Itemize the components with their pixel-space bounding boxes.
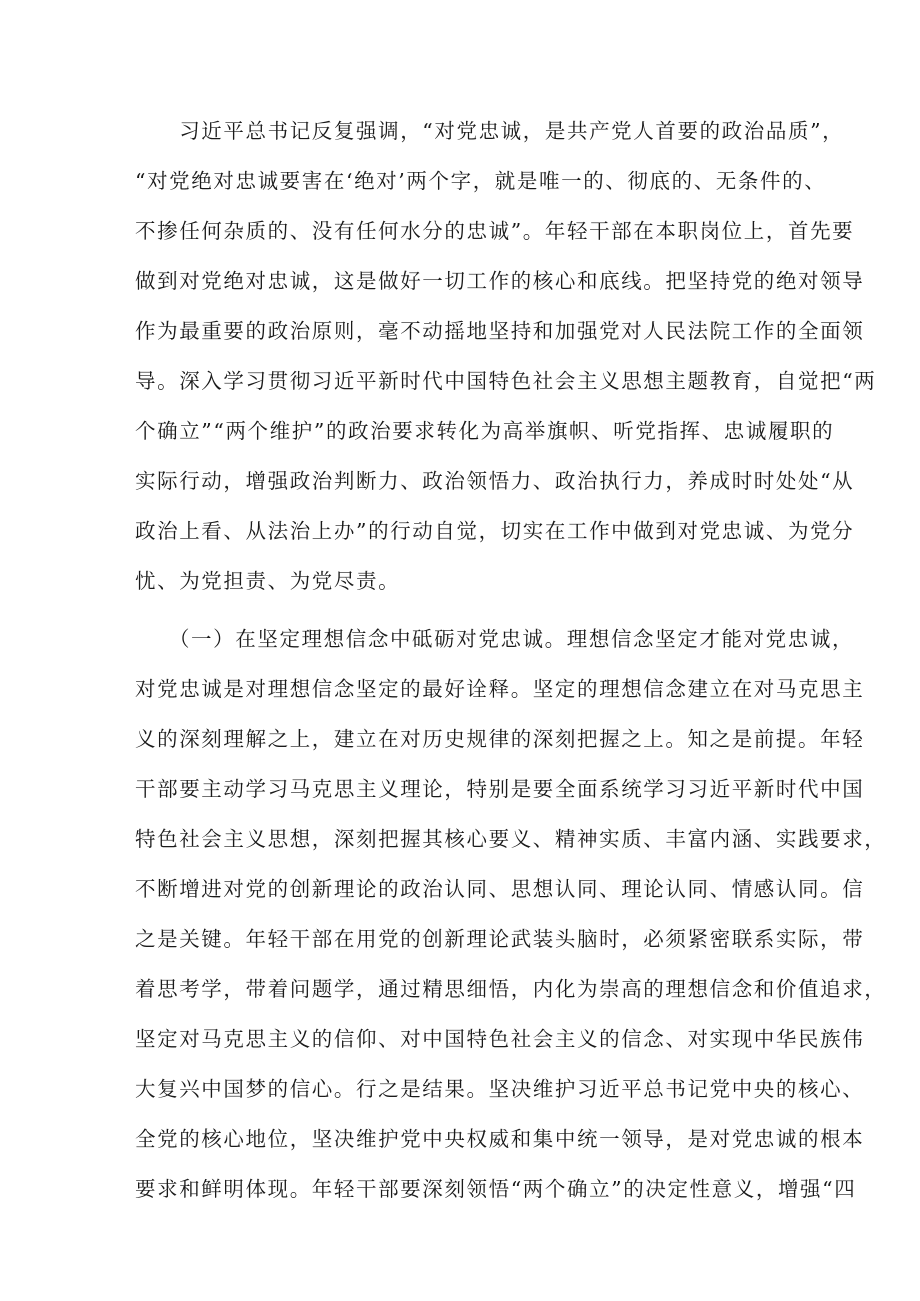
text-line: 对党忠诚是对理想信念坚定的最好诠释。坚定的理想信念建立在对马克思主: [135, 677, 865, 701]
text-line: 坚定对马克思主义的信仰、对中国特色社会主义的信念、对实现中华民族伟: [135, 1027, 865, 1051]
text-line: “对党绝对忠诚要害在‘绝对’两个字，就是唯一的、彻底的、无条件的、: [135, 169, 827, 193]
text-line: 全党的核心地位，坚决维护党中央权威和集中统一领导，是对党忠诚的根本: [135, 1127, 865, 1151]
text-line: 不掺任何杂质的、没有任何水分的忠诚”。年轻干部在本职岗位上，首先要: [135, 219, 855, 243]
text-line: 习近平总书记反复强调，“对党忠诚，是共产党人首要的政治品质”，: [135, 119, 845, 143]
text-line: 着思考学，带着问题学，通过精思细悟，内化为崇高的理想信念和价值追求，: [135, 977, 887, 1001]
text-line: 忧、为党担责、为党尽责。: [135, 569, 401, 593]
text-line: 义的深刻理解之上，建立在对历史规律的深刻把握之上。知之是前提。年轻: [135, 727, 865, 751]
text-line: 做到对党绝对忠诚，这是做好一切工作的核心和底线。把坚持党的绝对领导: [135, 269, 865, 293]
text-line: 作为最重要的政治原则，毫不动摇地坚持和加强党对人民法院工作的全面领: [135, 319, 865, 343]
text-line: 个确立”“两个维护”的政治要求转化为高举旗帜、听党指挥、忠诚履职的: [135, 419, 835, 443]
text-line: 导。深入学习贯彻习近平新时代中国特色社会主义思想主题教育，自觉把“两: [135, 369, 877, 393]
paragraph-section-one: [135, 614, 887, 1214]
text-line: 之是关键。年轻干部在用党的创新理论武装头脑时，必须紧密联系实际，带: [135, 927, 865, 951]
text-line: 特色社会主义思想，深刻把握其核心要义、精神实质、丰富内涵、实践要求，: [135, 827, 887, 851]
text-line: 大复兴中国梦的信心。行之是结果。坚决维护习近平总书记党中央的核心、: [135, 1077, 865, 1101]
paragraph-intro: [135, 106, 877, 606]
text-line: 干部要主动学习马克思主义理论，特别是要全面系统学习习近平新时代中国: [135, 777, 865, 801]
text-line: 不断增进对党的创新理论的政治认同、思想认同、理论认同、情感认同。信: [135, 877, 865, 901]
text-line: （一）在坚定理想信念中砥砺对党忠诚。理想信念坚定才能对党忠诚，: [135, 627, 855, 651]
text-line: 政治上看、从法治上办”的行动自觉，切实在工作中做到对党忠诚、为党分: [135, 519, 855, 543]
text-line: 实际行动，增强政治判断力、政治领悟力、政治执行力，养成时时处处“从: [135, 469, 855, 493]
text-line: 要求和鲜明体现。年轻干部要深刻领悟“两个确立”的决定性意义，增强“四: [135, 1177, 857, 1201]
